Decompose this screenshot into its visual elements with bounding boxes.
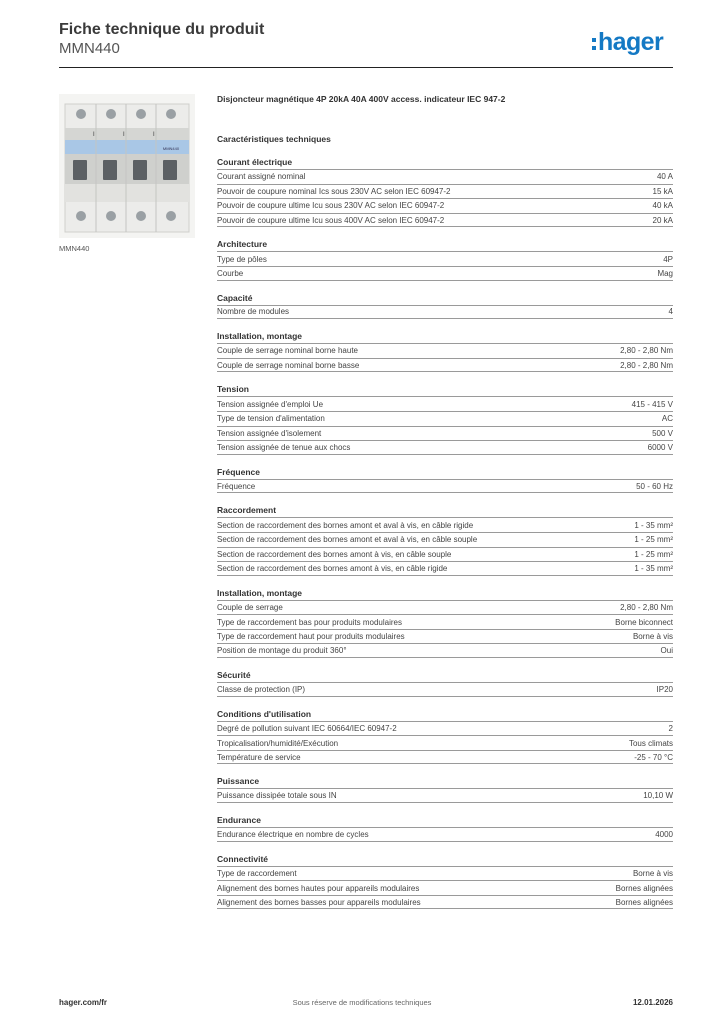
spec-value: 50 - 60 Hz — [636, 481, 673, 491]
spec-row — [217, 184, 673, 199]
spec-value: Borne à vis — [632, 868, 673, 878]
spec-section — [217, 707, 673, 765]
header-divider — [59, 67, 673, 68]
spec-row — [217, 213, 673, 228]
spec-section — [217, 155, 673, 227]
spec-row — [217, 440, 673, 455]
product-image — [59, 94, 195, 238]
spec-section — [217, 382, 673, 454]
section-title: Sécurité — [217, 670, 251, 681]
spec-row — [217, 358, 673, 373]
svg-text:I: I — [123, 132, 125, 138]
spec-row — [217, 866, 673, 881]
spec-row — [217, 629, 673, 644]
spec-value: 2,80 - 2,80 Nm — [620, 602, 673, 612]
spec-label: Type de tension d'alimentation — [217, 414, 325, 424]
spec-label: Section de raccordement des bornes amont à vis, en câble rigide — [217, 563, 448, 573]
footer-website[interactable]: hager.com/fr — [59, 998, 108, 1007]
spec-value: 15 kA — [652, 186, 673, 196]
spec-row — [217, 532, 673, 547]
spec-value: 1 - 25 mm² — [634, 549, 673, 559]
spec-row — [217, 426, 673, 441]
spec-value: 2 — [668, 723, 673, 733]
spec-row — [217, 827, 673, 842]
spec-label: Type de pôles — [217, 254, 267, 264]
spec-row — [217, 396, 673, 411]
spec-section — [217, 465, 673, 494]
spec-value: 4000 — [655, 829, 673, 839]
spec-label: Couple de serrage nominal borne haute — [217, 346, 358, 356]
spec-value: 415 - 415 V — [631, 399, 673, 409]
spec-row — [217, 750, 673, 765]
spec-label: Type de raccordement bas pour produits modulaires — [217, 617, 402, 627]
spec-label: Tension assignée d'emploi Ue — [217, 399, 324, 409]
hager-logo — [592, 27, 663, 57]
spec-value: 6000 V — [647, 442, 673, 452]
spec-label: Degré de pollution suivant IEC 60664/IEC 60947-2 — [217, 723, 397, 733]
section-title: Fréquence — [217, 466, 260, 477]
spec-label: Section de raccordement des bornes amont et aval à vis, en câble souple — [217, 535, 478, 545]
section-title: Architecture — [217, 239, 268, 250]
section-title: Endurance — [217, 815, 261, 826]
spec-label: Nombre de modules — [217, 307, 290, 317]
spec-value: AC — [661, 414, 673, 424]
spec-value: 500 V — [652, 428, 673, 438]
spec-row — [217, 682, 673, 697]
spec-value: 40 kA — [652, 201, 673, 211]
spec-value: Borne biconnect — [615, 617, 673, 627]
spec-row — [217, 735, 673, 750]
spec-row — [217, 561, 673, 576]
spec-sections — [217, 155, 673, 909]
spec-row — [217, 895, 673, 910]
spec-row — [217, 788, 673, 803]
spec-row — [217, 251, 673, 266]
spec-label: Alignement des bornes hautes pour appareils modulaires — [217, 883, 420, 893]
svg-text:I: I — [93, 132, 95, 138]
spec-section — [217, 586, 673, 658]
spec-section — [217, 503, 673, 575]
spec-value: 20 kA — [652, 215, 673, 225]
spec-label: Puissance dissipée totale sous IN — [217, 791, 337, 801]
spec-label: Alignement des bornes basses pour appareils modulaires — [217, 897, 421, 907]
spec-row — [217, 411, 673, 426]
spec-label: Couple de serrage — [217, 602, 283, 612]
page-title: Fiche technique du produit — [59, 21, 265, 38]
spec-row — [217, 517, 673, 532]
spec-label: Position de montage du produit 360° — [217, 646, 347, 656]
spec-value: 1 - 35 mm² — [634, 520, 673, 530]
spec-label: Tension assignée de tenue aux chocs — [217, 442, 351, 452]
spec-section — [217, 237, 673, 280]
spec-row — [217, 614, 673, 629]
logo-dots-icon — [592, 38, 596, 50]
spec-label: Classe de protection (IP) — [217, 684, 306, 694]
spec-section — [217, 329, 673, 372]
spec-row — [217, 169, 673, 184]
spec-value: 4P — [663, 254, 673, 264]
section-title: Installation, montage — [217, 331, 303, 342]
section-title: Connectivité — [217, 853, 269, 864]
spec-value: 2,80 - 2,80 Nm — [620, 346, 673, 356]
spec-value: IP20 — [656, 684, 673, 694]
spec-label: Endurance électrique en nombre de cycles — [217, 829, 369, 839]
spec-row — [217, 880, 673, 895]
logo-text: hager — [598, 27, 664, 56]
spec-row — [217, 305, 673, 320]
spec-label: Fréquence — [217, 481, 256, 491]
spec-value: 4 — [668, 307, 673, 317]
spec-label: Pouvoir de coupure ultime Icu sous 230V AC selon IEC 60947-2 — [217, 201, 445, 211]
spec-value: Oui — [660, 646, 673, 656]
spec-value: Mag — [657, 268, 673, 278]
spec-value: 1 - 25 mm² — [634, 535, 673, 545]
circuit-breaker-icon — [59, 94, 195, 238]
spec-label: Tension assignée d'isolement — [217, 428, 322, 438]
spec-row — [217, 343, 673, 358]
spec-label: Pouvoir de coupure ultime Icu sous 400V AC selon IEC 60947-2 — [217, 215, 445, 225]
section-title: Conditions d'utilisation — [217, 708, 312, 719]
spec-value: 10,10 W — [643, 791, 673, 801]
spec-row — [217, 600, 673, 615]
spec-value: 40 A — [656, 172, 673, 182]
product-reference: MMN440 — [59, 40, 120, 57]
spec-section — [217, 668, 673, 697]
spec-row — [217, 198, 673, 213]
spec-section — [217, 774, 673, 803]
section-title: Raccordement — [217, 505, 277, 516]
spec-label: Section de raccordement des bornes amont à vis, en câble souple — [217, 549, 452, 559]
spec-label: Température de service — [217, 752, 301, 762]
spec-value: Tous climats — [628, 738, 673, 748]
technical-characteristics-title: Caractéristiques techniques — [217, 134, 331, 144]
spec-section — [217, 291, 673, 320]
image-caption: MMN440 — [59, 244, 90, 253]
section-title: Tension — [217, 384, 249, 395]
svg-text:I: I — [153, 132, 155, 138]
spec-value: 2,80 - 2,80 Nm — [620, 360, 673, 370]
spec-label: Courant assigné nominal — [217, 172, 306, 182]
spec-label: Courbe — [217, 268, 244, 278]
product-description: Disjoncteur magnétique 4P 20kA 40A 400V access. indicateur IEC 947-2 — [217, 94, 506, 104]
spec-value: Borne à vis — [632, 632, 673, 642]
section-title: Courant électrique — [217, 157, 293, 167]
spec-value: -25 - 70 °C — [634, 752, 673, 762]
spec-row — [217, 721, 673, 736]
spec-content — [217, 92, 673, 919]
spec-label: Type de raccordement haut pour produits modulaires — [217, 632, 405, 642]
section-title: Installation, montage — [217, 587, 303, 598]
svg-text:MMN440: MMN440 — [162, 146, 180, 151]
spec-row — [217, 479, 673, 494]
spec-label: Section de raccordement des bornes amont et aval à vis, en câble rigide — [217, 520, 474, 530]
spec-label: Pouvoir de coupure nominal Ics sous 230V AC selon IEC 60947-2 — [217, 186, 451, 196]
spec-section — [217, 852, 673, 910]
spec-row — [217, 547, 673, 562]
spec-label: Tropicalisation/humidité/Exécution — [217, 738, 339, 748]
section-title: Puissance — [217, 776, 260, 787]
spec-label: Type de raccordement — [217, 868, 297, 878]
spec-value: 1 - 35 mm² — [634, 563, 673, 573]
spec-value: Bornes alignées — [615, 897, 673, 907]
spec-row — [217, 643, 673, 658]
spec-label: Couple de serrage nominal borne basse — [217, 360, 360, 370]
footer-date: 12.01.2026 — [632, 998, 673, 1007]
footer-notice: Sous réserve de modifications techniques — [292, 998, 432, 1007]
section-title: Capacité — [217, 292, 253, 303]
spec-row — [217, 266, 673, 281]
spec-section — [217, 813, 673, 842]
spec-value: Bornes alignées — [615, 883, 673, 893]
